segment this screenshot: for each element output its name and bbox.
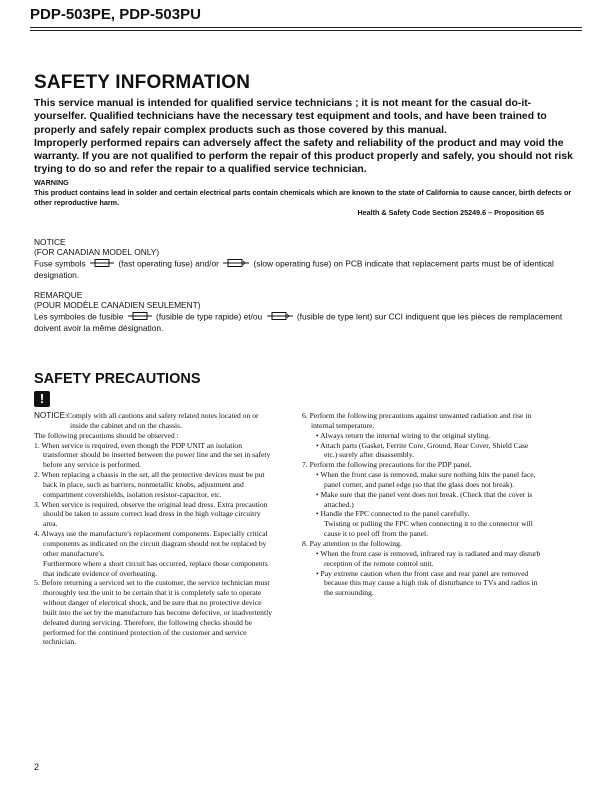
- slow-fuse-icon: [223, 258, 249, 270]
- intro-paragraph: [34, 97, 579, 177]
- precaution-item-7: 7. Perform the following precautions for the PDP panel.: [302, 460, 472, 470]
- precaution-item-6-bullet-2: • Attach parts (Gasket, Ferrite Core, Ground, Rear Cover, Shield Case etc.) surely after disassembly.: [316, 440, 529, 460]
- precaution-item-7-bullet-3: • Handle the FPC connected to the panel carefully.: [316, 509, 470, 519]
- precaution-item-1: 1. When service is required, even though the PDP UNIT an isolation transformer should be inserted between the power line and the set in safety before any service is performed.: [34, 440, 271, 470]
- precaution-item-4: 4. Always use the manufacture's replacement components. Especially critical components as indicated on the circuit diagram should not be replaced by other manufacture's.: [34, 529, 268, 558]
- notice-text-3: (slow operating fuse) on PCB indicate that replacement parts must be of identical designation.: [34, 258, 554, 281]
- header-rule: [30, 27, 582, 28]
- precaution-item-8: 8. Pay attention to the following.: [302, 538, 402, 548]
- notice-body: [34, 258, 582, 281]
- precaution-intro: The following precautions should be observed :: [34, 430, 179, 440]
- precaution-item-7-bullet-1: • When the front case is removed, make sure nothing hits the panel face, panel corner, and panel edge (so that the glass does not break).: [316, 470, 536, 489]
- precaution-notice-label: NOTICE: [34, 411, 65, 420]
- header-rule-2: [30, 30, 582, 31]
- notice-subtitle: (FOR CANADIAN MODEL ONLY): [34, 247, 160, 258]
- remarque-body: [34, 311, 582, 334]
- precaution-item-7-bullet-3-continued: Twisting or pulling the FPC when connecting it to the connector will cause it to peel off from the panel.: [324, 519, 533, 539]
- notice-title: NOTICE: [34, 237, 66, 247]
- remarque-subtitle: (POUR MODÈLE CANADIEN SEULEMENT): [34, 300, 201, 311]
- notice-canadian: [34, 237, 582, 281]
- remarque-title: REMARQUE: [34, 290, 83, 300]
- model-header: PDP-503PE, PDP-503PU: [30, 6, 201, 23]
- precaution-item-8-bullet-2: • Pay extreme caution when the front case and rear panel are removed because this may cause a high risk of disturbance to TVs and radios in the surrounding.: [316, 568, 538, 598]
- page-number: 2: [34, 762, 40, 772]
- exclamation-icon: !: [34, 391, 50, 407]
- notice-text-1: Fuse symbols: [34, 258, 86, 269]
- precaution-item-5: 5. Before returning a serviced set to the customer, the service technician must thoroughly test the unit to be certain that it is completely safe to operate without danger of electrical shock, and be sure that no protective device built into the set by the manufacture has become defective, or inadvertently defeated during servicing. Therefore, the following checks should be performed for the continued protection of the customer and service technician.: [34, 578, 272, 647]
- warning-body: This product contains lead in solder and certain electrical parts contain chemicals which are known to the state of California to cause cancer, birth defects or other reproductive harm.: [34, 188, 572, 207]
- remarque-text-2: (fusible de type rapide) et/ou: [156, 311, 263, 322]
- fast-fuse-icon: [90, 258, 114, 270]
- precautions-right-column: [302, 411, 542, 598]
- precaution-item-8-bullet-1: • When the front case is removed, infrared ray is radiated and may disturb reception of the remote control unit.: [316, 548, 541, 568]
- precaution-item-2: 2. When replacing a chassis in the set, all the protective devices must be put back in place, such as barriers, nonmetallic knobs, adjustment and compartment covershields, isolation resistor-capacitor, etc.: [34, 470, 265, 499]
- precaution-item-4-continued: Furthermore where a short circuit has occurred, replace those components that indicate evidence of overheating.: [43, 558, 268, 578]
- remarque-text-1: Les symboles de fusible: [34, 311, 124, 322]
- section-title-safety-information: SAFETY INFORMATION: [34, 72, 251, 93]
- remarque-text-3: (fusible de type lent) sur CCI indiquent que les pièces de remplacement doivent avoir la même désignation.: [34, 311, 563, 334]
- intro-text-2: Improperly performed repairs can adversely affect the safety and reliability of the product and may void the warranty. If you are not qualified to perform the repair of this product properly and safely, you should not risk trying to do so and refer the repair to a qualified service technician.: [34, 137, 573, 176]
- intro-text-1: This service manual is intended for qualified service technicians ; it is not meant for the casual do-it-yourselfer. Qualified technicians have the necessary test equipment and tools, and have been trained to properly and safely repair complex products such as those covered by this manual.: [34, 98, 547, 136]
- precautions-left-column: [34, 411, 274, 647]
- slow-fuse-icon: [267, 311, 293, 323]
- warning-title: WARNING: [34, 178, 69, 187]
- fast-fuse-icon: [128, 311, 152, 323]
- precaution-item-6-bullet-1: • Always return the internal wiring to the original styling.: [316, 430, 491, 440]
- notice-french: [34, 290, 582, 334]
- section-title-safety-precautions: SAFETY PRECAUTIONS: [34, 371, 201, 387]
- precaution-item-7-bullet-2: • Make sure that the panel vent does not break. (Check that the cover is attached.): [316, 489, 533, 509]
- precaution-notice-text: :Comply with all cautions and safety related notes located on or inside the cabinet and on the chassis.: [64, 411, 259, 430]
- precaution-notice: [34, 411, 274, 431]
- precaution-item-6: 6. Perform the following precautions against unwanted radiation and rise in internal temperature.: [302, 411, 532, 430]
- warning-reference: Health & Safety Code Section 25249.6 – Proposition 65: [357, 208, 544, 217]
- precaution-item-3: 3. When service is required, observe the original lead dress. Extra precaution should be taken to assure correct lead dress in the high voltage circuitry area.: [34, 499, 268, 529]
- notice-text-2: (fast operating fuse) and/or: [118, 258, 219, 269]
